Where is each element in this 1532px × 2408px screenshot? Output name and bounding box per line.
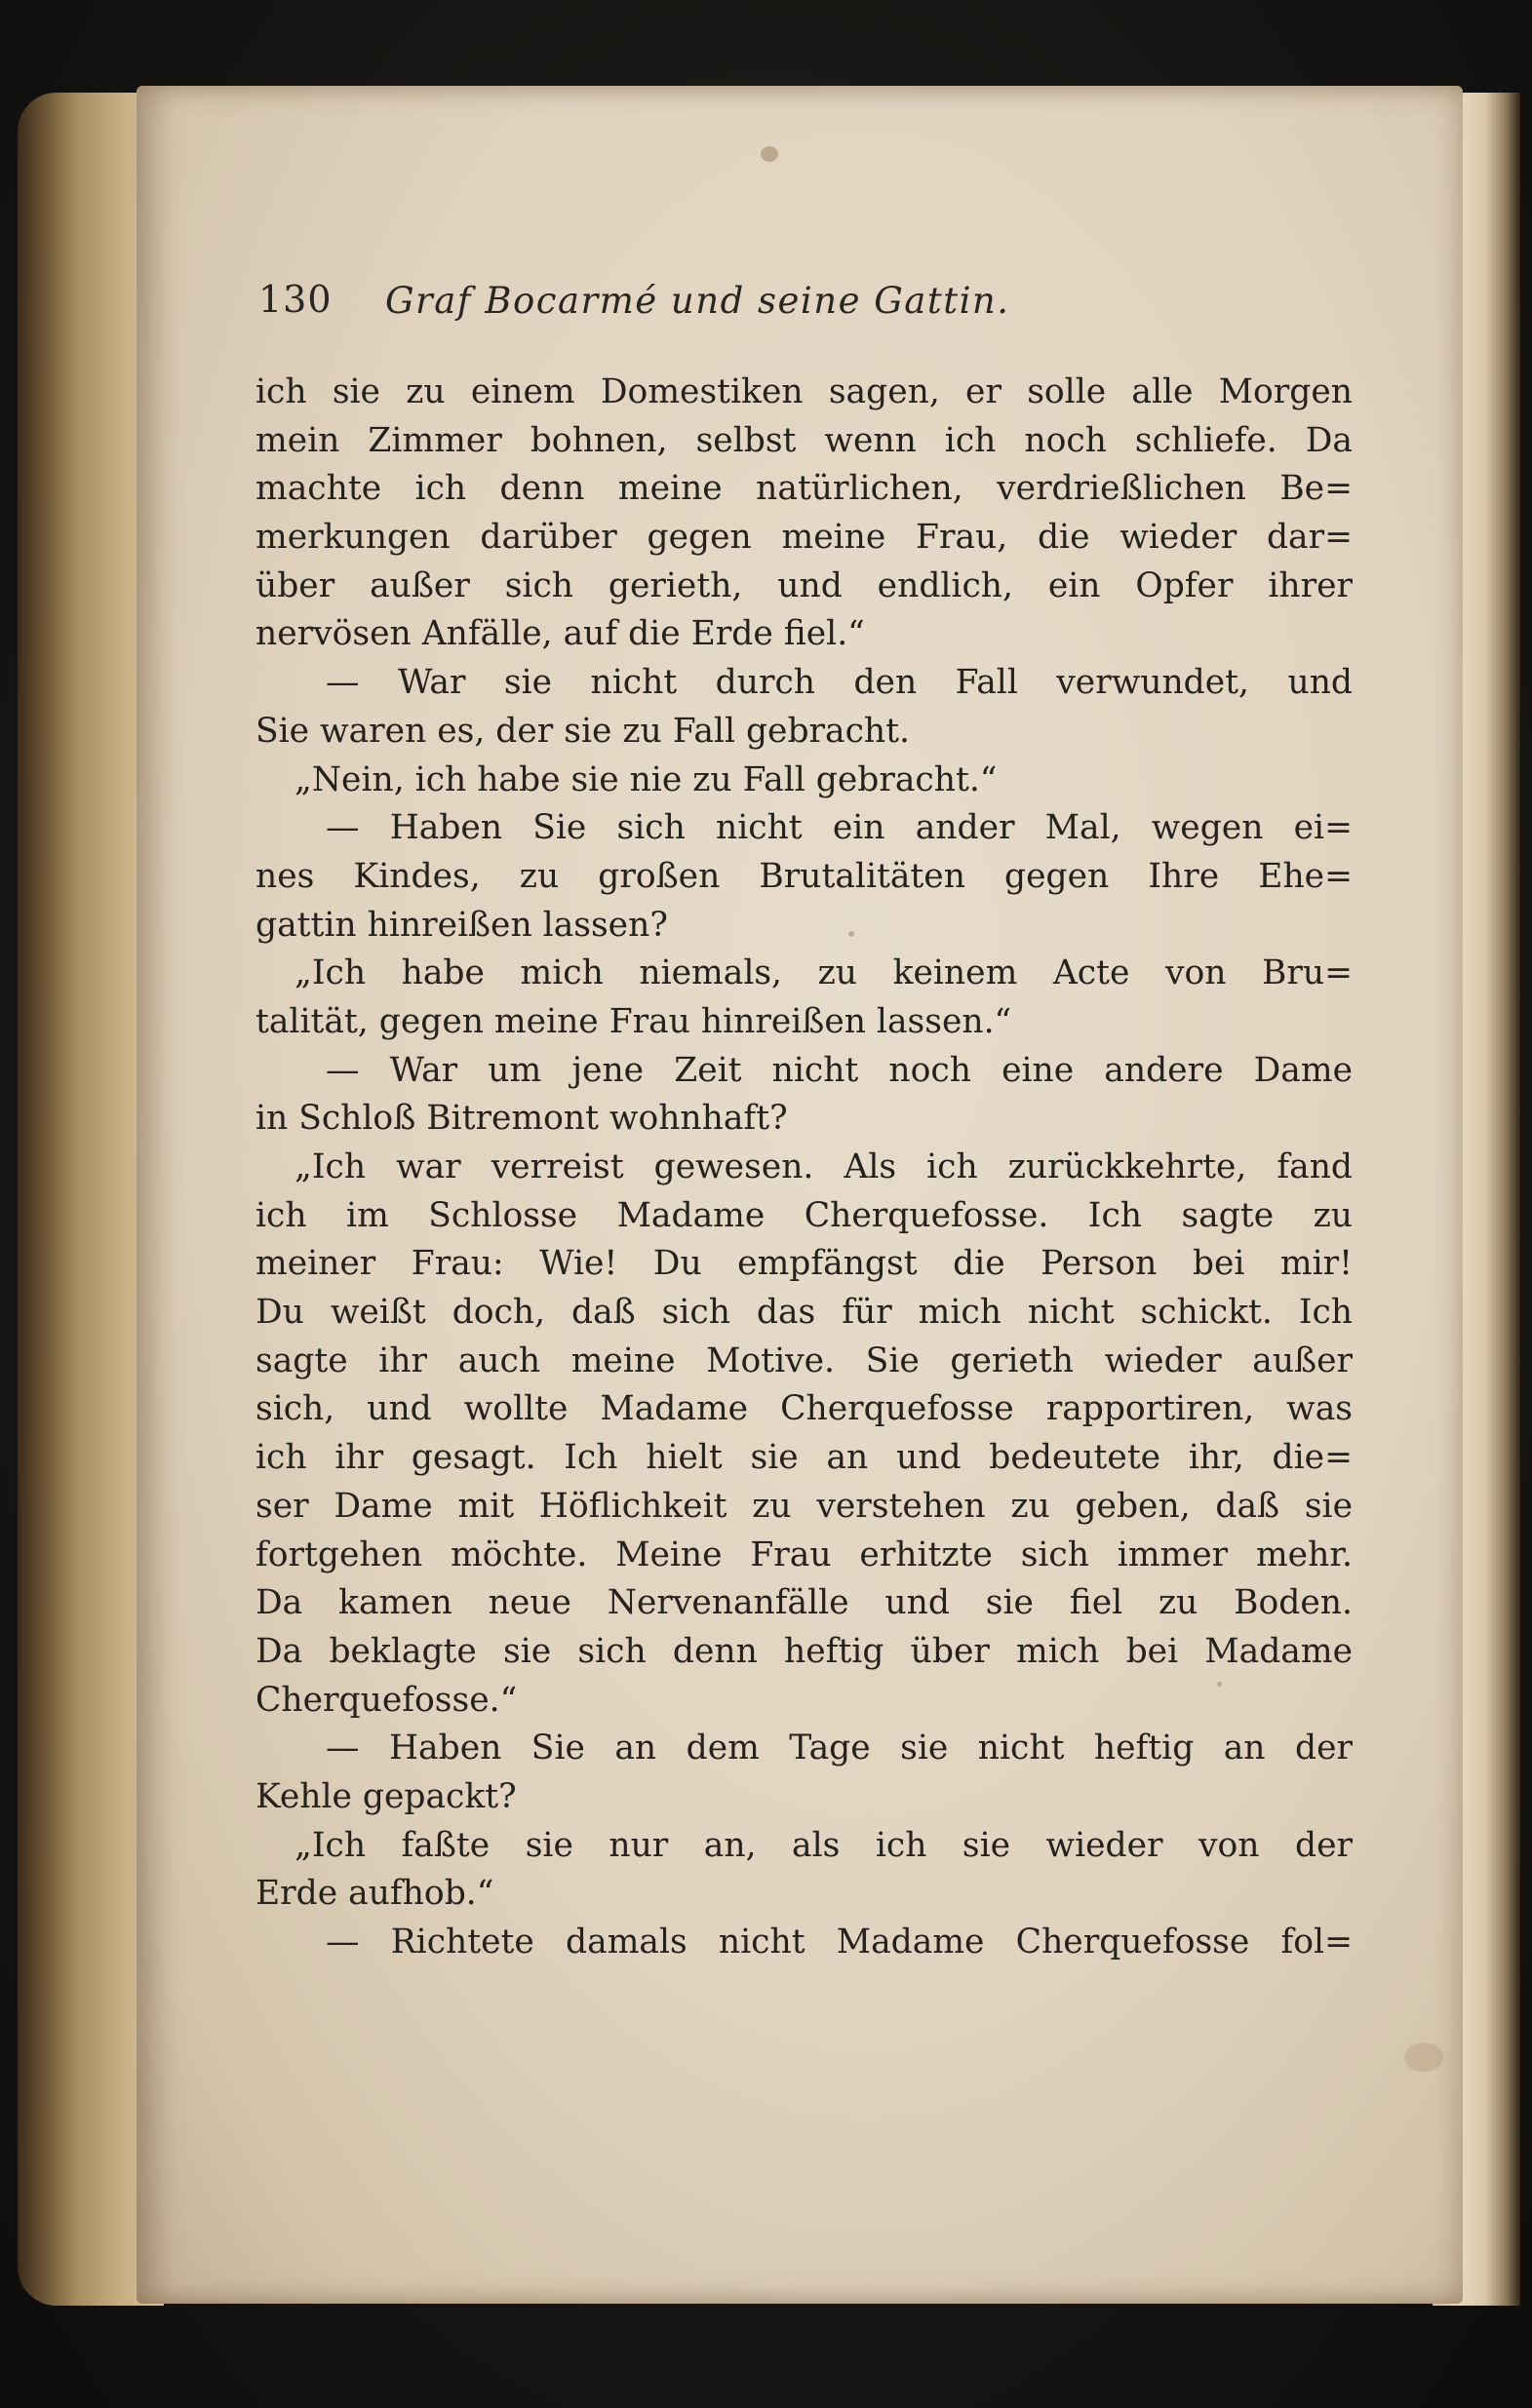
text-line: meiner Frau: Wie! Du empfängst die Person bei mir! [255, 1244, 1353, 1284]
text-line: — War sie nicht durch den Fall verwundet, und [326, 663, 1353, 703]
text-line: ich im Schlosse Madame Cherquefosse. Ich sagte zu [255, 1195, 1353, 1235]
text-line: Kehle gepackt? [255, 1776, 517, 1816]
text-line: Du weißt doch, daß sich das für mich nicht schickt. Ich [255, 1293, 1353, 1333]
page-number: 130 [258, 278, 333, 321]
text-line: ich sie zu einem Domestiken sagen, er solle alle Morgen [255, 372, 1353, 411]
body-text [255, 369, 1353, 1967]
text-line: — Haben Sie sich nicht ein ander Mal, wegen ei= [326, 808, 1353, 848]
text-line: „Nein, ich habe sie nie zu Fall gebracht.“ [295, 759, 998, 799]
text-line: Erde aufhob.“ [255, 1874, 494, 1914]
text-line: gattin hinreißen lassen? [255, 905, 668, 945]
text-line: Sie waren es, der sie zu Fall gebracht. [255, 711, 910, 751]
text-line: machte ich denn meine natürlichen, verdrießlichen Be= [255, 469, 1353, 509]
page-header [258, 278, 1234, 336]
text-line: talität, gegen meine Frau hinreißen lassen.“ [255, 1001, 1012, 1041]
text-line: — Richtete damals nicht Madame Cherquefosse fol= [326, 1923, 1353, 1961]
text-line: in Schloß Bitremont wohnhaft? [255, 1099, 788, 1139]
text-line: nervösen Anfälle, auf die Erde fiel.“ [255, 614, 865, 654]
text-line: sich, und wollte Madame Cherquefosse rapportiren, was [255, 1389, 1353, 1429]
foxing-speck [1404, 2042, 1443, 2072]
text-line: ser Dame mit Höflichkeit zu verstehen zu geben, daß sie [255, 1486, 1353, 1526]
running-title: Graf Bocarmé und seine Gattin. [385, 280, 1010, 322]
text-line: sagte ihr auch meine Motive. Sie gerieth wieder außer [255, 1340, 1353, 1380]
text-line: — Haben Sie an dem Tage sie nicht heftig an der [326, 1728, 1353, 1768]
text-line: nes Kindes, zu großen Brutalitäten gegen Ihre Ehe= [255, 856, 1353, 896]
text-line: Da kamen neue Nervenanfälle und sie fiel zu Boden. [255, 1583, 1353, 1623]
text-line: mein Zimmer bohnen, selbst wenn ich noch schliefe. Da [255, 420, 1353, 460]
text-line: — War um jene Zeit nicht noch eine andere Dame [326, 1050, 1353, 1090]
text-line: über außer sich gerieth, und endlich, ein Opfer ihrer [255, 565, 1353, 605]
text-line: „Ich war verreist gewesen. Als ich zurückkehrte, fand [295, 1147, 1353, 1186]
text-line: Cherquefosse.“ [255, 1680, 518, 1720]
text-line: ich ihr gesagt. Ich hielt sie an und bedeutete ihr, die= [255, 1438, 1353, 1478]
foxing-speck [761, 146, 778, 162]
text-line: „Ich faßte sie nur an, als ich sie wieder von der [295, 1825, 1353, 1865]
text-line: fortgehen möchte. Meine Frau erhitzte sich immer mehr. [255, 1534, 1353, 1574]
text-line: Da beklagte sie sich denn heftig über mich bei Madame [255, 1631, 1353, 1671]
text-line: „Ich habe mich niemals, zu keinem Acte von Bru= [295, 953, 1353, 993]
text-line: merkungen darüber gegen meine Frau, die wieder dar= [255, 518, 1353, 558]
